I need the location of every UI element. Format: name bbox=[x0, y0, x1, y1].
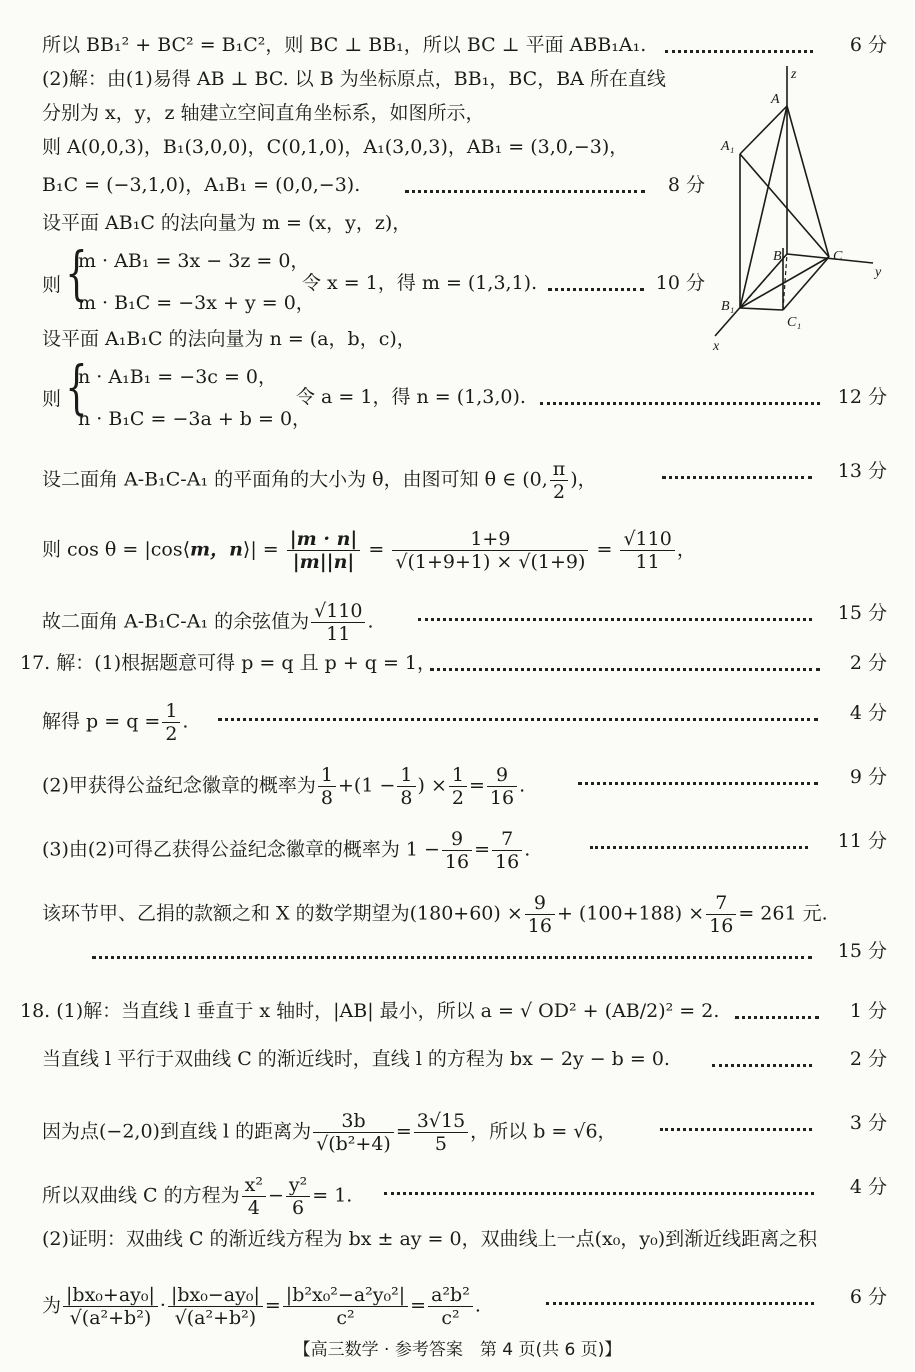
score-14: 3 分 bbox=[849, 1112, 887, 1134]
label-c1: C₁ bbox=[787, 315, 802, 330]
line-15 bbox=[42, 764, 525, 809]
edge-a-b1 bbox=[740, 106, 787, 308]
leader-dots bbox=[578, 782, 818, 785]
y-axis bbox=[787, 254, 873, 263]
score-1: 6 分 bbox=[849, 34, 887, 56]
eq: = bbox=[596, 538, 613, 561]
edge-a-a1 bbox=[740, 106, 787, 154]
line-10 bbox=[42, 458, 597, 503]
den: √(a²+b²) bbox=[174, 1307, 257, 1329]
label-x: x bbox=[713, 339, 720, 354]
den: 16 bbox=[489, 787, 515, 809]
line-4 bbox=[42, 134, 628, 160]
fraction bbox=[414, 1110, 468, 1155]
brace: { bbox=[65, 353, 88, 421]
edge-a1-c bbox=[740, 154, 829, 257]
den: 5 bbox=[434, 1133, 448, 1155]
fraction bbox=[706, 892, 736, 937]
label-b1: B₁ bbox=[721, 299, 735, 314]
line-18 bbox=[20, 998, 719, 1024]
fraction-calc bbox=[392, 528, 588, 573]
leader-dots bbox=[546, 1302, 814, 1305]
period: . bbox=[519, 774, 526, 797]
leader-dots bbox=[665, 50, 813, 53]
eq: = bbox=[474, 838, 491, 861]
score-12: 1 分 bbox=[849, 1000, 887, 1022]
den: 16 bbox=[709, 915, 734, 937]
paren-times: ) × bbox=[417, 774, 447, 797]
leader-dots bbox=[660, 1128, 812, 1131]
period: . bbox=[367, 610, 374, 633]
label-a1: A₁ bbox=[721, 139, 735, 154]
eq-system-1a: m · AB₁ = 3x − 3z = 0， bbox=[78, 250, 310, 272]
leader-dots bbox=[218, 718, 818, 721]
line-5 bbox=[42, 172, 360, 198]
wei: 为 bbox=[42, 1294, 62, 1317]
num: 1 bbox=[162, 700, 180, 723]
edge-b1-c1 bbox=[740, 308, 783, 310]
edge-c1-c bbox=[783, 257, 829, 310]
den: c² bbox=[336, 1307, 355, 1329]
page-footer: 【高三数学 · 参考答案 第 4 页(共 6 页)】 bbox=[293, 1340, 622, 1360]
brace: { bbox=[65, 239, 88, 307]
half-lead: 解得 p = q = bbox=[42, 710, 161, 733]
line-14 bbox=[42, 700, 188, 745]
d-end: ，所以 b = √6， bbox=[470, 1120, 617, 1143]
x-end: = 261 元. bbox=[738, 902, 828, 925]
num: 1+9 bbox=[392, 528, 588, 551]
fraction bbox=[318, 764, 336, 809]
hyp-lead: 所以双曲线 C 的方程为 bbox=[42, 1184, 240, 1207]
num: |b²x₀²−a²y₀²| bbox=[283, 1284, 408, 1307]
cos-lead: 则 cos θ = |cos⟨ bbox=[42, 538, 190, 561]
fraction bbox=[442, 828, 472, 873]
period: . bbox=[524, 838, 531, 861]
eq-system-1b: m · B₁C = −3x + y = 0， bbox=[78, 292, 315, 314]
line-6: 设平面 AB₁C 的法向量为 m = (x，y，z)， bbox=[42, 212, 412, 234]
num: 3b bbox=[313, 1110, 394, 1133]
num: y² bbox=[286, 1174, 310, 1197]
den: |m||n| bbox=[292, 551, 355, 573]
score-10: 11 分 bbox=[837, 830, 887, 852]
a-end: = 2. bbox=[679, 1000, 720, 1022]
den: 8 bbox=[320, 787, 334, 809]
num: a²b² bbox=[428, 1284, 473, 1307]
fraction bbox=[283, 1284, 408, 1329]
line-1: 所以 BB₁² + BC² = B₁C²，则 BC ⊥ BB₁，所以 BC ⊥ 平面 ABB₁A₁. bbox=[42, 34, 647, 56]
vec-a1b1: A₁B₁ = (0,0,−3). bbox=[204, 174, 361, 196]
leader-dots bbox=[712, 1064, 812, 1067]
line-3: 分别为 x，y，z 轴建立空间直角坐标系，如图所示， bbox=[42, 102, 485, 124]
num: |bx₀+ay₀| bbox=[63, 1284, 158, 1307]
label-z: z bbox=[791, 67, 797, 82]
line-8: 设平面 A₁B₁C 的法向量为 n = (a，b，c)， bbox=[42, 328, 416, 350]
cos-mid: ⟩| = bbox=[242, 538, 279, 561]
line-21 bbox=[42, 1174, 352, 1219]
label-b: B bbox=[773, 249, 782, 264]
fraction-pi-2 bbox=[550, 458, 569, 503]
period: . bbox=[182, 710, 189, 733]
fraction bbox=[428, 1284, 473, 1329]
den: √(1+9+1) × √(1+9) bbox=[395, 551, 586, 573]
fraction bbox=[449, 764, 467, 809]
score-7: 2 分 bbox=[849, 652, 887, 674]
fraction bbox=[168, 1284, 263, 1329]
den: 16 bbox=[495, 851, 520, 873]
geometry-figure bbox=[705, 58, 905, 358]
x-mid: + (100+188) × bbox=[556, 902, 705, 925]
num: 1 bbox=[397, 764, 415, 787]
m-result: 令 x = 1，得 m = (1,3,1). bbox=[302, 272, 538, 294]
den: √(a²+b²) bbox=[69, 1307, 152, 1329]
label-y: y bbox=[875, 265, 882, 280]
fraction bbox=[487, 764, 517, 809]
den: 11 bbox=[635, 551, 660, 573]
num: 1 bbox=[318, 764, 336, 787]
vec-b1c: B₁C = (−3,1,0)， bbox=[42, 174, 205, 196]
line-11 bbox=[42, 528, 696, 573]
num: 7 bbox=[492, 828, 522, 851]
score-5: 13 分 bbox=[837, 460, 887, 482]
a-root: √ OD² + (AB/2)² bbox=[520, 1000, 674, 1022]
line-22: (2)证明：双曲线 C 的渐近线方程为 bx ± ay = 0，双曲线上一点(x₀，y₀)到渐近线距离之积 bbox=[42, 1228, 818, 1250]
num: 7 bbox=[706, 892, 736, 915]
eq-system-2b: n · B₁C = −3a + b = 0， bbox=[78, 408, 312, 430]
leader-dots bbox=[430, 668, 820, 671]
den: √(b²+4) bbox=[316, 1133, 391, 1155]
comma: ， bbox=[676, 538, 696, 561]
fraction-final bbox=[311, 600, 365, 645]
eq: = bbox=[368, 538, 385, 561]
ze-label: 则 bbox=[42, 274, 62, 296]
den: 4 bbox=[247, 1197, 260, 1219]
score-2: 8 分 bbox=[667, 174, 705, 196]
eq: = bbox=[264, 1294, 281, 1317]
den: 16 bbox=[444, 851, 470, 873]
num: |bx₀−ay₀| bbox=[168, 1284, 263, 1307]
num: 9 bbox=[487, 764, 517, 787]
theta-text: 设二面角 A-B₁C-A₁ 的平面角的大小为 θ，由图可知 θ ∈ bbox=[42, 468, 517, 491]
leader-dots bbox=[590, 846, 808, 849]
den: 2 bbox=[451, 787, 464, 809]
leader-dots bbox=[548, 288, 644, 291]
den: 6 bbox=[292, 1197, 305, 1219]
eq: = bbox=[468, 774, 485, 797]
close-paren: )， bbox=[570, 468, 597, 491]
line-17 bbox=[42, 892, 828, 937]
label-a: A bbox=[771, 92, 780, 107]
line-20 bbox=[42, 1110, 617, 1155]
line-13: 17. 解：(1)根据题意可得 p = q 且 p + q = 1， bbox=[20, 652, 437, 674]
num: |m · n| bbox=[287, 528, 361, 551]
den: 16 bbox=[527, 915, 552, 937]
score-9: 9 分 bbox=[849, 766, 887, 788]
eq-system-2a: n · A₁B₁ = −3c = 0， bbox=[78, 366, 278, 388]
line-2: (2)解：由(1)易得 AB ⊥ BC. 以 B 为坐标原点，BB₁，BC，BA 所在直线 bbox=[42, 68, 666, 90]
fraction bbox=[525, 892, 555, 937]
den: 11 bbox=[326, 623, 351, 645]
den: c² bbox=[441, 1307, 460, 1329]
leader-dots bbox=[662, 476, 812, 479]
period: . bbox=[474, 1294, 481, 1317]
plus-paren: +(1 − bbox=[338, 774, 396, 797]
a-lead: 18. (1)解：当直线 l 垂直于 x 轴时，|AB| 最小，所以 a = bbox=[20, 1000, 514, 1022]
line-19: 当直线 l 平行于双曲线 C 的渐近线时，直线 l 的方程为 bx − 2y − b = 0. bbox=[42, 1048, 670, 1070]
fraction bbox=[242, 1174, 266, 1219]
num: x² bbox=[242, 1174, 266, 1197]
fraction bbox=[63, 1284, 158, 1329]
num: 9 bbox=[442, 828, 472, 851]
score-6: 15 分 bbox=[837, 602, 887, 624]
score-15: 4 分 bbox=[849, 1176, 887, 1198]
edge-b1-c bbox=[740, 257, 829, 308]
eq: = bbox=[395, 1120, 412, 1143]
fraction bbox=[397, 764, 415, 809]
num: √110 bbox=[620, 528, 674, 551]
leader-dots bbox=[92, 956, 812, 959]
num: 1 bbox=[449, 764, 467, 787]
ze-label-2: 则 bbox=[42, 388, 62, 410]
fraction-result bbox=[620, 528, 674, 573]
label-c: C bbox=[833, 249, 843, 264]
num: √110 bbox=[311, 600, 365, 623]
score-4: 12 分 bbox=[837, 386, 887, 408]
open-paren: (0, bbox=[522, 468, 548, 491]
score-11: 15 分 bbox=[837, 940, 887, 962]
x-lead: 该环节甲、乙捐的款额之和 X 的数学期望为(180+60) × bbox=[42, 902, 523, 925]
final-lead: 故二面角 A-B₁C-A₁ 的余弦值为 bbox=[42, 610, 310, 633]
leader-dots bbox=[418, 618, 812, 621]
leader-dots bbox=[384, 1192, 814, 1195]
score-3: 10 分 bbox=[655, 272, 705, 294]
eq1: = 1. bbox=[312, 1184, 353, 1207]
num: 3√15 bbox=[414, 1110, 468, 1133]
leader-dots bbox=[405, 190, 645, 193]
coords-text: 则 A(0,0,3)，B₁(3,0,0)，C(0,1,0)，A₁(3,0,3)， bbox=[42, 136, 467, 158]
jia-lead: (2)甲获得公益纪念徽章的概率为 bbox=[42, 774, 316, 797]
den: 8 bbox=[400, 787, 413, 809]
d-lead: 因为点(−2,0)到直线 l 的距离为 bbox=[42, 1120, 312, 1143]
mn: m，n bbox=[190, 538, 243, 561]
vec-ab1: AB₁ = (3,0,−3)， bbox=[466, 136, 629, 158]
minus: − bbox=[267, 1184, 284, 1207]
den: 2 bbox=[165, 723, 178, 745]
fraction-half bbox=[162, 700, 180, 745]
score-13: 2 分 bbox=[849, 1048, 887, 1070]
fraction bbox=[313, 1110, 394, 1155]
fraction bbox=[286, 1174, 310, 1219]
den: 2 bbox=[552, 481, 566, 503]
line-12 bbox=[42, 600, 374, 645]
fraction-mn bbox=[287, 528, 361, 573]
score-8: 4 分 bbox=[849, 702, 887, 724]
yi-lead: (3)由(2)可得乙获得公益纪念徽章的概率为 1 − bbox=[42, 838, 440, 861]
score-16: 6 分 bbox=[849, 1286, 887, 1308]
num: π bbox=[550, 458, 569, 481]
edge-a-c bbox=[787, 106, 829, 257]
eq: = bbox=[410, 1294, 427, 1317]
leader-dots bbox=[540, 402, 820, 405]
fraction bbox=[492, 828, 522, 873]
num: 9 bbox=[525, 892, 555, 915]
leader-dots bbox=[735, 1016, 819, 1019]
line-16 bbox=[42, 828, 530, 873]
dot: · bbox=[159, 1294, 166, 1317]
line-23 bbox=[42, 1284, 481, 1329]
n-result: 令 a = 1，得 n = (1,3,0). bbox=[296, 386, 526, 408]
